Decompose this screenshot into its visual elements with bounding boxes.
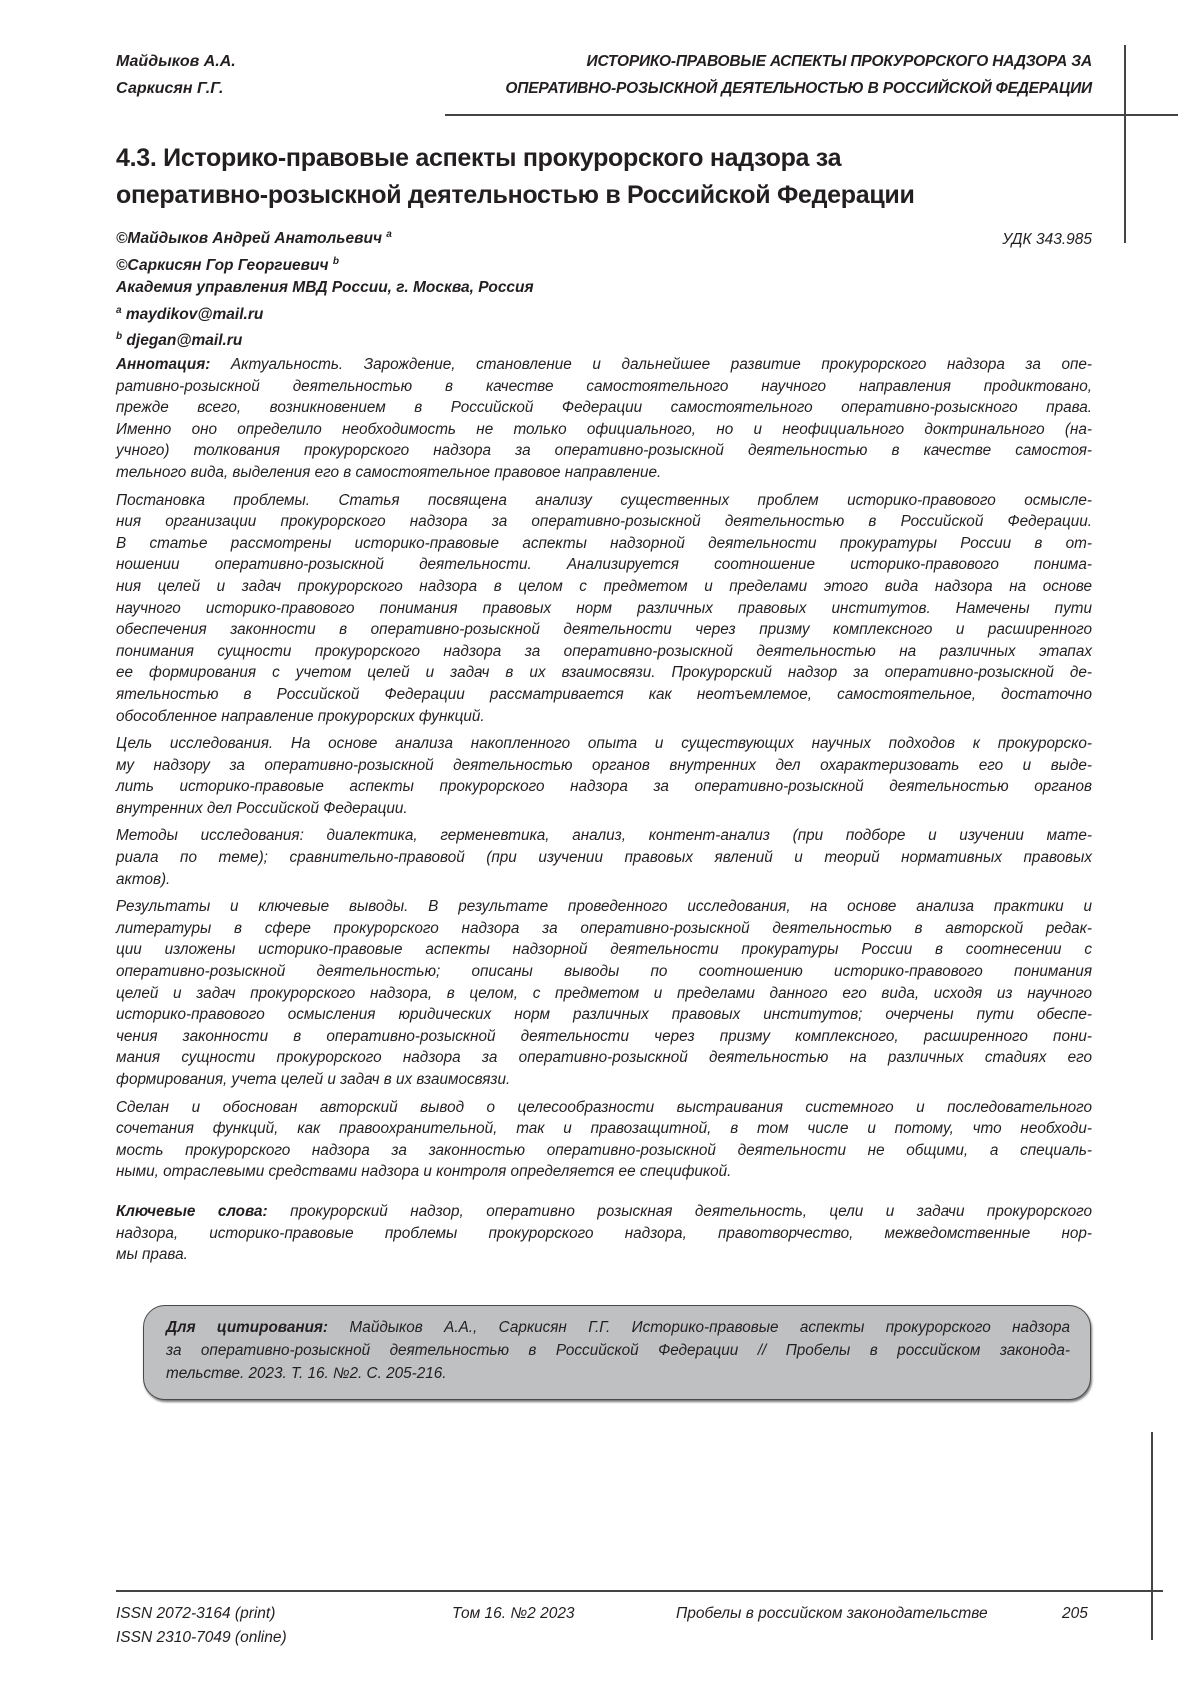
line-text: Методы исследования: диалектика, герменевтика, анализ, контент-анализ (при подборе и изучении мате- — [116, 827, 1092, 844]
text-line — [116, 1244, 1092, 1266]
text-line — [116, 896, 1092, 918]
article-title — [116, 140, 915, 214]
line-text: лить историко-правовые аспекты прокурорского надзора за оперативно-розыскной деятельностью органов — [116, 778, 1092, 795]
text-line — [116, 598, 1092, 620]
line-text: мы права. — [116, 1246, 188, 1263]
line-text: надзора, историко-правовые проблемы прокурорского надзора, правотворчество, межведомственные нор- — [116, 1225, 1092, 1242]
text-line — [116, 397, 1092, 419]
text-line — [116, 376, 1092, 398]
line-text: ции изложены историко-правовые аспекты надзорной деятельности прокуратуры России в соотнесении с — [116, 941, 1092, 958]
text-line — [116, 554, 1092, 576]
line-text: литературы в сфере прокурорского надзора за оперативно-розыскной деятельностью в авторской редак- — [116, 920, 1092, 937]
page-number: 205 — [1062, 1602, 1088, 1626]
author-name: ©Саркисян Гор Георгиевич — [116, 257, 329, 274]
running-title-line: ИСТОРИКО-ПРАВОВЫЕ АСПЕКТЫ ПРОКУРОРСКОГО НАДЗОРА ЗА — [505, 48, 1092, 75]
text-line — [116, 511, 1092, 533]
text-line — [116, 1047, 1092, 1069]
header-authors — [116, 48, 236, 102]
header-author-1: Майдыков А.А. — [116, 48, 236, 75]
line-text: Постановка проблемы. Статья посвящена анализу существенных проблем историко-правового осмысле- — [116, 492, 1092, 509]
author-sup: b — [333, 256, 339, 267]
header-vertical-rule — [1124, 45, 1126, 243]
text-line — [116, 662, 1092, 684]
abstract-paragraph — [116, 490, 1092, 728]
text-line — [116, 1097, 1092, 1119]
text-line — [116, 798, 1092, 820]
line-text: прежде всего, возникновением в Российской Федерации самостоятельного оперативно-розыскного права. — [116, 399, 1092, 416]
line-text: Актуальность. Зарождение, становление и дальнейшее развитие прокурорского надзора за опе- — [210, 356, 1092, 373]
line-text: му надзору за оперативно-розыскной деятельностью органов внутренних дел охарактеризовать его и выде- — [116, 757, 1092, 774]
text-line — [116, 918, 1092, 940]
line-text: Именно оно определило необходимость не только официального, но и неофициального доктринального (на- — [116, 421, 1092, 438]
abstract-paragraph — [116, 1097, 1092, 1183]
text-line — [116, 869, 1092, 891]
line-text: мания сущности прокурорского надзора за оперативно-розыскной деятельностью на различных стадиях его — [116, 1049, 1092, 1066]
line-text: обеспечения законности в оперативно-розыскной деятельности через призму комплексного и расширенного — [116, 621, 1092, 638]
line-text: В статье рассмотрены историко-правовые аспекты надзорной деятельности прокуратуры России в от- — [116, 535, 1092, 552]
line-text: тельного вида, выделения его в самостоятельное правовое направление. — [116, 464, 661, 481]
email-link[interactable]: maydikov@mail.ru — [126, 306, 263, 323]
keywords — [116, 1201, 1092, 1266]
line-text: тельстве. 2023. Т. 16. №2. С. 205-216. — [166, 1365, 447, 1382]
line-text: внутренних дел Российской Федерации. — [116, 800, 408, 817]
header-author-2: Саркисян Г.Г. — [116, 75, 236, 102]
text-line — [116, 825, 1092, 847]
footer-vertical-rule — [1151, 1432, 1153, 1640]
line-text: актов). — [116, 871, 170, 888]
line-text: понимания сущности прокурорского надзора за оперативно-розыскной деятельностью на различных этапах — [116, 643, 1092, 660]
line-text: ными, отраслевыми средствами надзора и контроля определяется ее спецификой. — [116, 1163, 731, 1180]
header-rule — [445, 114, 1178, 116]
line-text: ее формирования с учетом целей и задач в их взаимосвязи. Прокурорский надзор за оперативно-розыскной де- — [116, 664, 1092, 681]
line-text: прокурорский надзор, оперативно розыскная деятельность, цели и задачи прокурорского — [268, 1203, 1092, 1220]
text-line — [116, 440, 1092, 462]
author-name: ©Майдыков Андрей Анатольевич — [116, 230, 382, 247]
abstract-paragraph — [116, 733, 1092, 819]
email-sup: a — [116, 305, 122, 316]
line-text: ния организации прокурорского надзора за оперативно-розыскной деятельностью в Российской Федерации. — [116, 513, 1092, 530]
text-line — [116, 533, 1092, 555]
line-text: Майдыков А.А., Саркисян Г.Г. Историко-правовые аспекты прокурорского надзора — [328, 1319, 1070, 1336]
line-text: оперативно-розыскной деятельностью; описаны выводы по соотношению историко-правового понимания — [116, 963, 1092, 980]
line-text: научного историко-правового понимания правовых норм различных правовых институтов. Намечены пути — [116, 600, 1092, 617]
text-line — [116, 939, 1092, 961]
text-line — [116, 1201, 1092, 1223]
text-line — [116, 961, 1092, 983]
abstract-body — [116, 354, 1092, 1272]
author-sup: a — [386, 229, 392, 240]
author-2 — [116, 251, 534, 278]
line-text: мость прокурорского надзора за законностью оперативно-розыскной деятельности не общими, а специаль- — [116, 1142, 1092, 1159]
text-line — [116, 354, 1092, 376]
section-label: Для цитирования: — [166, 1319, 328, 1336]
line-text: Сделан и обоснован авторский вывод о целесообразности выстраивания системного и последовательного — [116, 1099, 1092, 1116]
author-1 — [116, 224, 534, 251]
text-line — [116, 1069, 1092, 1091]
text-line — [166, 1339, 1070, 1362]
footer-rule — [116, 1590, 1163, 1592]
text-line — [116, 1140, 1092, 1162]
text-line — [116, 1223, 1092, 1245]
text-line — [166, 1362, 1070, 1385]
title-line: 4.3. Историко-правовые аспекты прокурорского надзора за — [116, 140, 915, 177]
author-block — [116, 224, 534, 353]
line-text: ятельностью в Российской Федерации рассматривается как неотъемлемое, самостоятельное, достаточно — [116, 686, 1092, 703]
line-text: риала по теме); сравнительно-правовой (при изучении правовых явлений и теорий нормативных правовых — [116, 849, 1092, 866]
issn-block — [116, 1602, 287, 1650]
text-line — [116, 490, 1092, 512]
text-line — [116, 462, 1092, 484]
line-text: Цель исследования. На основе анализа накопленного опыта и существующих научных подходов к прокурорско- — [116, 735, 1092, 752]
line-text: ношении оперативно-розыскной деятельности. Анализируется соотношение историко-правового понима- — [116, 556, 1092, 573]
text-line — [116, 755, 1092, 777]
text-line — [116, 619, 1092, 641]
line-text: сочетания функций, как правоохранительной, так и правозащитной, в том числе и потому, что необходи- — [116, 1120, 1092, 1137]
text-line — [116, 776, 1092, 798]
issn-online: ISSN 2310-7049 (online) — [116, 1626, 287, 1650]
title-line: оперативно-розыскной деятельностью в Российской Федерации — [116, 177, 915, 214]
text-line — [116, 706, 1092, 728]
running-title — [505, 48, 1092, 102]
section-label: Ключевые слова: — [116, 1203, 268, 1220]
line-text: за оперативно-розыскной деятельностью в Российской Федерации // Пробелы в российском законода- — [166, 1342, 1070, 1359]
line-text: историко-правового осмысления юридических норм различных правовых институтов; очерчены пути обеспе- — [116, 1006, 1092, 1023]
line-text: обособленное направление прокурорских функций. — [116, 708, 485, 725]
text-line — [166, 1316, 1070, 1339]
text-line — [116, 1026, 1092, 1048]
affiliation: Академия управления МВД России, г. Москва, Россия — [116, 277, 534, 300]
line-text: формирования, учета целей и задач в их взаимосвязи. — [116, 1071, 510, 1088]
text-line — [116, 1161, 1092, 1183]
journal-name: Пробелы в российском законодательстве — [676, 1602, 988, 1626]
email-a — [116, 300, 534, 327]
text-line — [116, 419, 1092, 441]
text-line — [116, 641, 1092, 663]
email-sup: b — [116, 331, 122, 342]
abstract-paragraph — [116, 354, 1092, 484]
line-text: Результаты и ключевые выводы. В результате проведенного исследования, на основе анализа практики и — [116, 898, 1092, 915]
email-link[interactable]: djegan@mail.ru — [126, 333, 242, 350]
abstract-paragraph — [116, 896, 1092, 1090]
abstract-paragraph — [116, 825, 1092, 890]
running-title-line: ОПЕРАТИВНО-РОЗЫСКНОЙ ДЕЯТЕЛЬНОСТЬЮ В РОССИЙСКОЙ ФЕДЕРАЦИИ — [505, 75, 1092, 102]
line-text: ративно-розыскной деятельностью в качестве самостоятельного научного направления продиктовано, — [116, 378, 1092, 395]
line-text: ния целей и задач прокурорского надзора в целом с предметом и пределами этого вида надзора на основе — [116, 578, 1092, 595]
section-label: Аннотация: — [116, 356, 210, 373]
text-line — [116, 983, 1092, 1005]
citation-box — [143, 1305, 1091, 1400]
text-line — [116, 576, 1092, 598]
text-line — [116, 684, 1092, 706]
line-text: чения законности в оперативно-розыскной деятельности через призму комплексного, расширенного пони- — [116, 1028, 1092, 1045]
volume-issue: Том 16. №2 2023 — [452, 1602, 575, 1626]
line-text: целей и задач прокурорского надзора, в целом, с предметом и пределами данного его вида, исходя из научного — [116, 985, 1092, 1002]
issn-print: ISSN 2072-3164 (print) — [116, 1602, 287, 1626]
udk-code: УДК 343.985 — [1002, 231, 1092, 249]
email-b — [116, 326, 534, 353]
text-line — [116, 847, 1092, 869]
text-line — [116, 733, 1092, 755]
line-text: учного) толкования прокурорского надзора за оперативно-розыскной деятельностью в качестве самостоя- — [116, 442, 1092, 459]
text-line — [116, 1004, 1092, 1026]
text-line — [116, 1118, 1092, 1140]
